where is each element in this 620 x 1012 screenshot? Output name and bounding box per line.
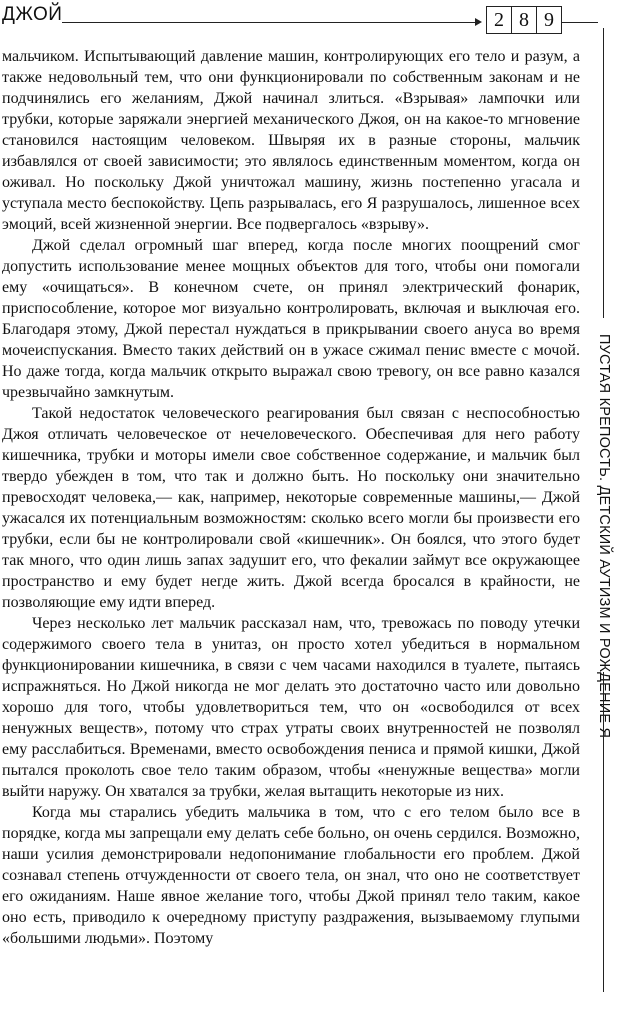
side-rule-bottom (603, 672, 604, 992)
chapter-name: ДЖОЙ (2, 4, 63, 25)
side-rule-top (603, 28, 604, 318)
book-title-vertical: ПУСТАЯ КРЕПОСТЬ. ДЕТСКИЙ АУТИЗМ И РОЖДЕНИЕ Я (596, 334, 612, 739)
header-rule-arrow (62, 22, 480, 23)
page-number (486, 6, 561, 34)
page-digit: 2 (486, 6, 512, 34)
paragraph: Когда мы старались убедить мальчика в том, что с его телом было все в порядке, когда мы запрещали ему делать себе больно, он очень сердился. Возможно, наши усилия демонстрировали недопонимание глобальности его проблем. Джой сознавал степень отчужденности от своего тела, он знал, что оно не соответствует его ожиданиям. Наше явное желание того, чтобы Джой принял тело таким, какое оно есть, приводило к очередному приступу раздражения, вызываемому глупыми «большими людьми». Поэтому (2, 804, 580, 947)
page-digit: 8 (511, 6, 537, 34)
body-text (2, 46, 580, 949)
paragraph: Через несколько лет мальчик рассказал нам, что, тревожась по поводу утечки содержимого своего тела в унитаз, он просто хотел убедиться в нормальном функционировании кишечника, в связи с чем часами находился в туалете, пытаясь испражняться. Но Джой никогда не мог делать это достаточно часто или довольно хорошо для того, чтобы удовлетвориться тем, что он «освободился от всех ненужных веществ», потому что страх утраты своих внутренностей не позволял ему расслабиться. Временами, вместо освобождения пениса и прямой кишки, Джой пытался проколоть свое тело таким образом, чтобы «ненужные вещества» могли выйти наружу. Он хватался за трубки, желая вытащить некоторые из них. (2, 615, 580, 800)
page-digit: 9 (536, 6, 562, 34)
paragraph: Джой сделал огромный шаг вперед, когда после многих поощрений смог допустить использование менее мощных объектов для того, чтобы они помогали ему «очищаться». В конечном счете, он принял электрический фонарик, приспособление, которое мог визуально контролировать, включая и выключая его. Благодаря этому, Джой перестал нуждаться в прикрывании своего ануса во время мочеиспускания. Вместо таких действий он в ужасе сжимал пенис вместе с мочой. Но даже тогда, когда мальчик открыто выражал свою тревогу, он все равно казался чрезвычайно замкнутым. (2, 237, 580, 401)
paragraph: мальчиком. Испытывающий давление машин, контролирующих его тело и разум, а также недовольный тем, что они функционировали по собственным законам и не подчинялись его желаниям, Джой начинал злиться. «Взрывая» лампочки или трубки, которые заряжали энергией механического Джоя, он на какое-то мгновение становился настоящим человеком. Швыряя их в разные стороны, мальчик избавлялся от своей зависимости; это являлось единственным моментом, когда он оживал. Но поскольку Джой уничтожал машину, жизнь постепенно угасала и уступала место беспокойству. Цепь разрывалась, его Я разрушалось, лишенное всех эмоций, всей жизненной энергии. Все подвергалось «взрыву». (2, 48, 580, 233)
header-rule-right (562, 22, 598, 23)
paragraph: Такой недостаток человеческого реагирования был связан с неспособностью Джоя отличать человеческое от нечеловеческого. Обеспечивая для него работу кишечника, трубки и моторы имели свое собственное содержание, и мальчик был твердо убежден в том, что так и должно быть. Но поскольку они значительно превосходят человека,— как, например, некоторые современные машины,— Джой ужасался их потенциальным возможностям: сколько всего могли бы произвести его трубки, если бы не контролировали свой «кишечник». Он боялся, что этого будет так много, что один лишь запах задушит его, что фекалии займут все окружающее пространство и ему будет негде жить. Джой всегда бросался в крайности, не позволяющие ему идти вперед. (2, 405, 580, 611)
running-head (0, 0, 620, 40)
